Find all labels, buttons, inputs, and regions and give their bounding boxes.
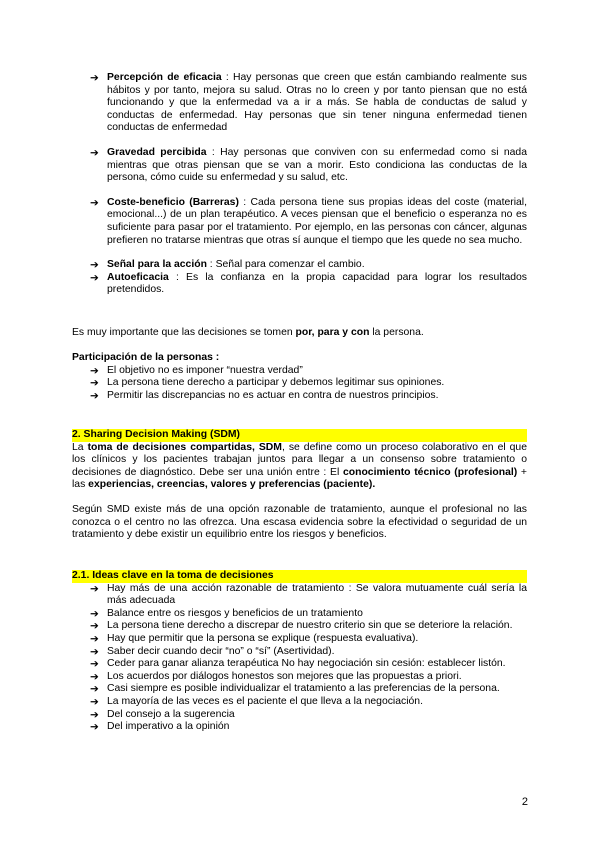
paragraph-text: la persona. bbox=[369, 327, 424, 338]
arrow-bullet-icon bbox=[90, 147, 99, 160]
bold-text: toma de decisiones compartidas, SDM bbox=[87, 441, 282, 453]
section-2-1 bbox=[72, 570, 527, 734]
arrow-bullet-icon bbox=[90, 390, 99, 403]
arrow-bullet-icon bbox=[90, 721, 99, 734]
list-item bbox=[82, 72, 527, 135]
list-item-text: La mayoría de las veces es el paciente el que lleva a la negociación. bbox=[107, 695, 423, 707]
text: , se define como un proceso colaborativo en el que los clínicos y los pacientes trabajan juntos para llegar a un consenso sobre tratamiento o decisiones de diagnóstico. Debe ser una unión entre : El bbox=[72, 441, 527, 478]
bold-text: conocimiento técnico (profesional) bbox=[342, 466, 518, 478]
arrow-bullet-icon bbox=[90, 259, 99, 272]
list-item-text: Ceder para ganar alianza terapéutica No hay negociación sin cesión: establecer listón. bbox=[107, 658, 506, 670]
participation-section bbox=[72, 352, 527, 402]
factor-term: Autoeficacia bbox=[107, 271, 169, 283]
list-item bbox=[82, 683, 527, 696]
list-item-text: La persona tiene derecho a discrepar de nuestro criterio sin que se deteriore la relación. bbox=[107, 620, 513, 632]
arrow-bullet-icon bbox=[90, 583, 99, 596]
factor-text: : Hay personas que conviven con su enfermedad como si nada mientras que otras piensan que se van a morir. Esto condiciona las conductas de la persona, cómo cuide su enfermedad y su salud, etc. bbox=[107, 146, 527, 184]
arrow-bullet-icon bbox=[90, 709, 99, 722]
list-item-text: Saber decir cuando decir “no” o “sí” (Asertividad). bbox=[107, 645, 335, 657]
list-item-text: Hay más de una acción razonable de tratamiento : Se valora mutuamente cuál sería la más adecuada bbox=[107, 582, 527, 607]
arrow-bullet-icon bbox=[90, 696, 99, 709]
section-2 bbox=[72, 429, 527, 542]
arrow-bullet-icon bbox=[90, 365, 99, 378]
list-item bbox=[82, 147, 527, 185]
arrow-bullet-icon bbox=[90, 633, 99, 646]
arrow-bullet-icon bbox=[90, 620, 99, 633]
factor-text: : Señal para comenzar el cambio. bbox=[206, 259, 365, 271]
list-item-text: Balance entre os riesgos y beneficios de un tratamiento bbox=[107, 607, 363, 619]
factor-term: Percepción de eficacia bbox=[107, 72, 222, 83]
arrow-bullet-icon bbox=[90, 646, 99, 659]
arrow-bullet-icon bbox=[90, 197, 99, 210]
list-item bbox=[82, 583, 527, 608]
list-item-text: Los acuerdos por diálogos honestos son mejores que las propuestas a priori. bbox=[107, 670, 462, 682]
list-item bbox=[82, 671, 527, 684]
paragraph-bold: por, para y con bbox=[295, 327, 370, 338]
section-paragraph bbox=[72, 442, 527, 492]
factor-term: Señal para la acción bbox=[107, 259, 207, 271]
bold-text: experiencias, creencias, valores y preferencias (paciente). bbox=[88, 479, 376, 491]
section-paragraph: Según SMD existe más de una opción razonable de tratamiento, aunque el profesional no las conozca o el centro no las ofrezca. Una escasa evidencia sobre la efectividad o seguridad de un tratamiento y debe existir un equilibrio entre los riesgos y beneficios. bbox=[72, 503, 527, 541]
list-item bbox=[82, 658, 527, 671]
list-item bbox=[82, 377, 527, 390]
arrow-bullet-icon bbox=[90, 608, 99, 621]
list-item bbox=[82, 365, 527, 378]
list-item-text: Casi siempre es posible individualizar el tratamiento a las preferencias de la persona. bbox=[107, 683, 500, 695]
arrow-bullet-icon bbox=[90, 671, 99, 684]
factors-list bbox=[82, 72, 527, 297]
list-item bbox=[82, 259, 527, 272]
list-item bbox=[82, 696, 527, 709]
list-item-text: Permitir las discrepancias no es actuar en contra de nuestros principios. bbox=[107, 389, 439, 401]
list-item bbox=[82, 646, 527, 659]
factor-text: : Cada persona tiene sus propias ideas del coste (material, emocional...) de un plan terapéutico. A veces piensan que el beneficio o esperanza no es suficiente para pasar por el tratamiento. Por ejemplo, en las personas con cáncer, algunas prefieren no tratarse mientras que otras sí aunque el tiempo que les quede no sea mucho. bbox=[107, 196, 527, 246]
arrow-bullet-icon bbox=[90, 72, 99, 85]
section-heading: 2.1. Ideas clave en la toma de decisiones bbox=[72, 570, 527, 583]
paragraph-text: Es muy importante que las decisiones se tomen bbox=[72, 327, 296, 338]
arrow-bullet-icon bbox=[90, 272, 99, 285]
arrow-bullet-icon bbox=[90, 658, 99, 671]
factor-text: : Hay personas que creen que están cambiando realmente sus hábitos y por tanto, mejora su salud. Otras no lo creen y por tanto piensan que no está funcionando y que la enfermedad va a ir a más. Se habla de conductas de salud y conductas de enfermedad. Hay personas que sin tener ninguna enfermedad tienen conductas de enfermedad bbox=[107, 72, 527, 134]
list-item-text: La persona tiene derecho a participar y debemos legitimar sus opiniones. bbox=[107, 377, 445, 389]
factor-term: Coste-beneficio (Barreras) bbox=[107, 196, 239, 208]
list-item-text: El objetivo no es imponer “nuestra verdad” bbox=[107, 364, 303, 376]
list-item bbox=[82, 272, 527, 297]
arrow-bullet-icon bbox=[90, 377, 99, 390]
participation-heading: Participación de la personas : bbox=[72, 352, 220, 363]
arrow-bullet-icon bbox=[90, 683, 99, 696]
list-item bbox=[82, 390, 527, 403]
text: + las bbox=[72, 466, 527, 491]
page-number: 2 bbox=[521, 796, 528, 808]
list-item bbox=[82, 721, 527, 734]
section-heading: 2. Sharing Decision Making (SDM) bbox=[72, 429, 527, 442]
factor-text: : Es la confianza en la propia capacidad para lograr los resultados pretendidos. bbox=[107, 271, 527, 296]
list-item bbox=[82, 608, 527, 621]
factor-term: Gravedad percibida bbox=[107, 146, 207, 158]
text: La bbox=[72, 441, 88, 453]
list-item bbox=[82, 620, 527, 633]
list-item-text: Hay que permitir que la persona se explique (respuesta evaluativa). bbox=[107, 632, 419, 644]
list-item-text: Del consejo a la sugerencia bbox=[107, 708, 235, 720]
list-item bbox=[82, 197, 527, 247]
list-item-text: Del imperativo a la opinión bbox=[107, 721, 230, 733]
ideas-list bbox=[82, 583, 527, 734]
list-item bbox=[82, 709, 527, 722]
decisions-paragraph bbox=[72, 327, 527, 340]
list-item bbox=[82, 633, 527, 646]
